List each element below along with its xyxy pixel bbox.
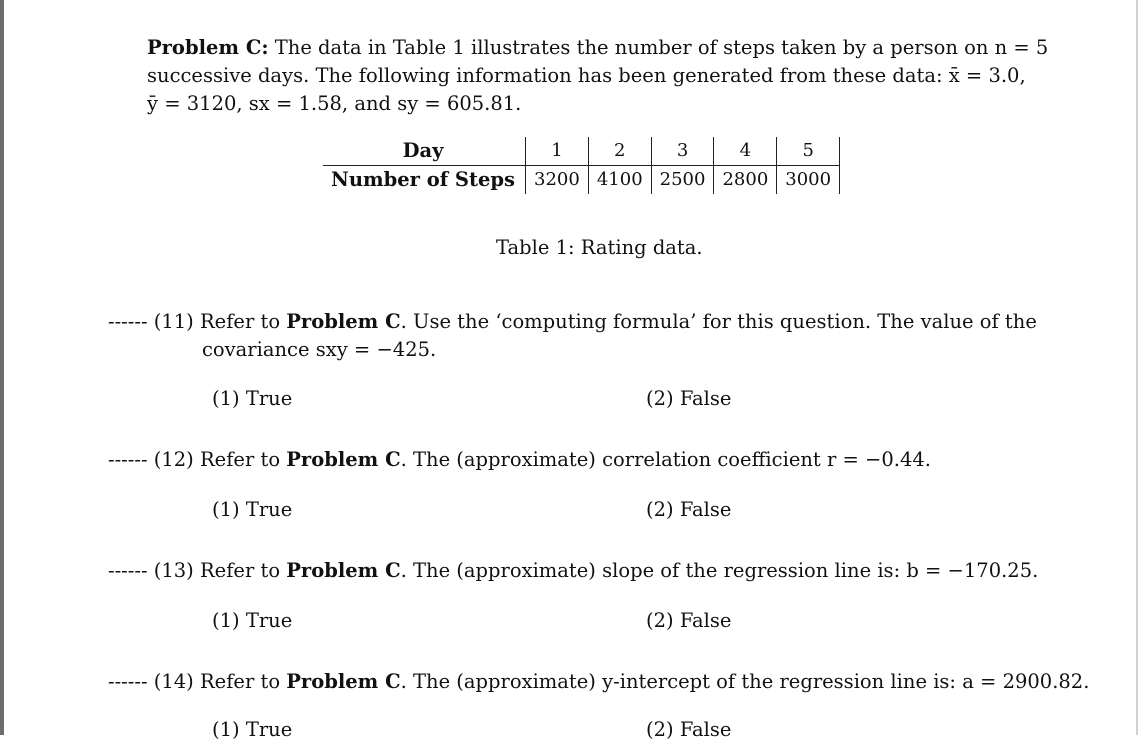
table-header-day: Day	[323, 137, 526, 166]
problem-ref: Problem C	[286, 448, 401, 471]
question-text: . The (approximate) y-intercept of the regression line is: a = 2900.82.	[400, 670, 1090, 693]
question-number: (11)	[153, 310, 194, 333]
table-cell: 2500	[651, 166, 714, 195]
option-true[interactable]: (1) True	[212, 609, 293, 632]
problem-statement-line-1	[147, 34, 1048, 62]
table-cell: 5	[777, 137, 840, 166]
question-12	[108, 446, 931, 474]
option-true[interactable]: (1) True	[212, 498, 293, 521]
table-row-day	[323, 137, 840, 166]
problem-statement-line-2: successive days. The following information has been generated from these data: x̄ = 3.0,	[147, 64, 1026, 87]
question-14	[108, 668, 1089, 696]
question-pre: Refer to	[199, 670, 281, 693]
question-number: (14)	[153, 670, 194, 693]
answer-blank[interactable]: ------	[108, 310, 148, 333]
question-text: . The (approximate) correlation coefficient r = −0.44.	[400, 448, 931, 471]
option-false[interactable]: (2) False	[646, 718, 732, 741]
problem-label: Problem C:	[147, 36, 269, 59]
problem-ref: Problem C	[286, 670, 401, 693]
table-cell: 4100	[588, 166, 651, 195]
table-cell: 2	[588, 137, 651, 166]
table-caption: Table 1: Rating data.	[496, 236, 703, 259]
table-cell: 4	[714, 137, 777, 166]
table-header-steps: Number of Steps	[331, 168, 516, 191]
option-false[interactable]: (2) False	[646, 609, 732, 632]
option-false[interactable]: (2) False	[646, 387, 732, 410]
problem-text-1: The data in Table 1 illustrates the number of steps taken by a person on n = 5	[274, 36, 1049, 59]
question-number: (13)	[153, 559, 194, 582]
answer-blank[interactable]: ------	[108, 448, 148, 471]
problem-statement-line-3: ȳ = 3120, sx = 1.58, and sy = 605.81.	[147, 92, 522, 115]
table-cell: 2800	[714, 166, 777, 195]
option-true[interactable]: (1) True	[212, 718, 293, 741]
table-cell: 3	[651, 137, 714, 166]
answer-blank[interactable]: ------	[108, 670, 148, 693]
option-false[interactable]: (2) False	[646, 498, 732, 521]
question-text: . Use the ‘computing formula’ for this question. The value of the	[400, 310, 1037, 333]
steps-table	[323, 137, 840, 194]
question-pre: Refer to	[199, 448, 281, 471]
question-pre: Refer to	[199, 559, 281, 582]
table-cell: 1	[526, 137, 589, 166]
problem-ref: Problem C	[286, 559, 401, 582]
problem-ref: Problem C	[286, 310, 401, 333]
table-cell: 3000	[777, 166, 840, 195]
question-number: (12)	[153, 448, 194, 471]
option-true[interactable]: (1) True	[212, 387, 293, 410]
question-13	[108, 557, 1038, 585]
question-text: . The (approximate) slope of the regression line is: b = −170.25.	[400, 559, 1039, 582]
question-pre: Refer to	[199, 310, 281, 333]
table-row-steps	[323, 166, 840, 195]
question-11	[108, 308, 1037, 336]
viewer-left-edge	[0, 0, 4, 735]
table-cell: 3200	[526, 166, 589, 195]
question-11-line-2: covariance sxy = −425.	[202, 338, 437, 361]
answer-blank[interactable]: ------	[108, 559, 148, 582]
